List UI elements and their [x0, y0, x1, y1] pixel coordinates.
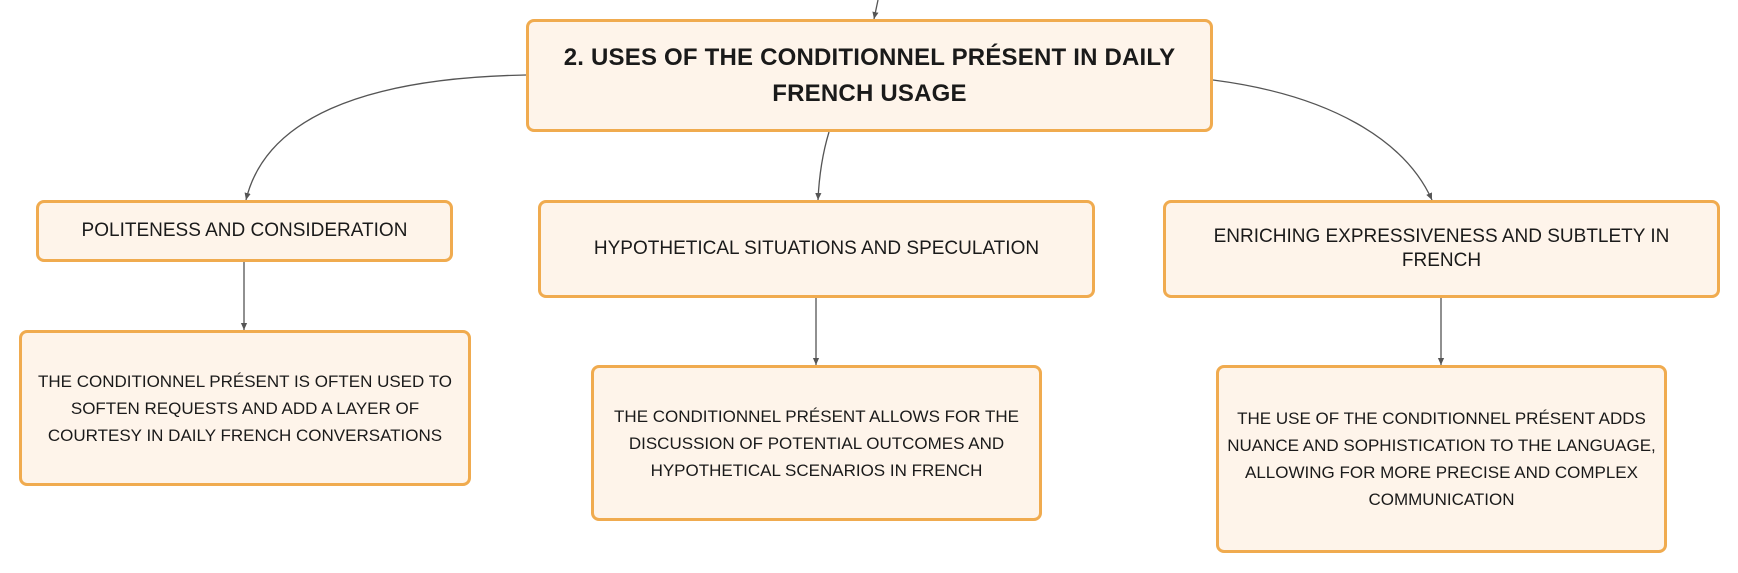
detail-node-enriching[interactable]	[1216, 365, 1667, 553]
topic-label-politeness: POLITENESS AND CONSIDERATION	[81, 220, 408, 241]
detail-node-hypothetical[interactable]	[591, 365, 1042, 521]
topic-node-politeness[interactable]	[36, 200, 453, 262]
detail-text-politeness: THE CONDITIONNEL PRÉSENT IS OFTEN USED TO SOFTEN REQUESTS AND ADD A LAYER OF COURTESY IN DAILY FRENCH CONVERSATIONS	[37, 371, 453, 445]
root-node[interactable]	[526, 19, 1213, 132]
connector-root-to-politeness	[246, 75, 526, 200]
detail-text-enriching: THE USE OF THE CONDITIONNEL PRÉSENT ADDS NUANCE AND SOPHISTICATION TO THE LANGUAGE, ALLOWING FOR MORE PRECISE AND COMPLEX COMMUNICATION	[1227, 409, 1656, 509]
topic-label-enriching: ENRICHING EXPRESSIVENESS AND SUBTLETY IN FRENCH	[1213, 226, 1670, 271]
detail-node-politeness[interactable]	[19, 330, 471, 486]
connector-root-to-hypothetical	[818, 132, 829, 200]
topic-node-enriching[interactable]	[1163, 200, 1720, 298]
topic-label-hypothetical: HYPOTHETICAL SITUATIONS AND SPECULATION	[593, 238, 1040, 259]
connector-root-to-enriching	[1213, 80, 1432, 200]
connector-parent-to-root	[874, 0, 878, 19]
root-node-label: 2. USES OF THE CONDITIONNEL PRÉSENT IN DAILY FRENCH USAGE	[563, 43, 1176, 107]
detail-text-hypothetical: THE CONDITIONNEL PRÉSENT ALLOWS FOR THE DISCUSSION OF POTENTIAL OUTCOMES AND HYPOTHETICAL SCENARIOS IN FRENCH	[614, 406, 1019, 480]
topic-node-hypothetical[interactable]	[538, 200, 1095, 298]
